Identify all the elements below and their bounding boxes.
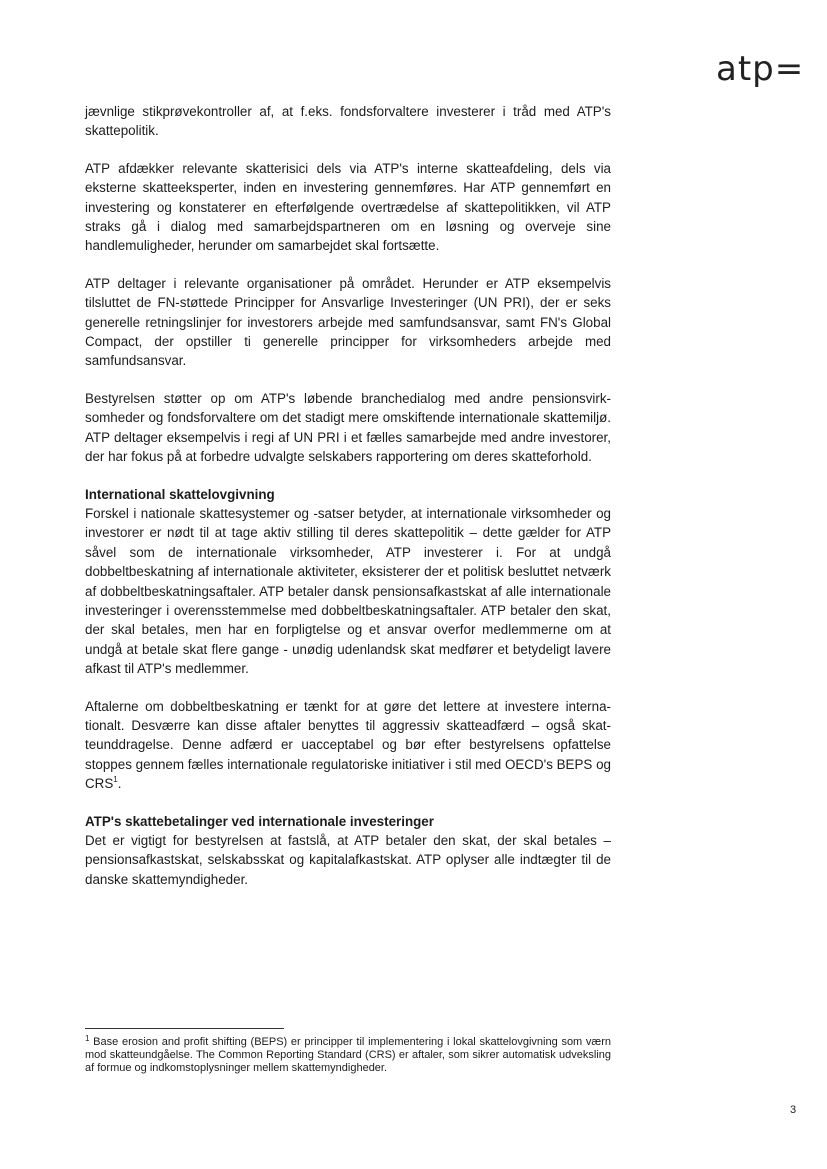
page-number: 3	[790, 1104, 797, 1116]
paragraph-3: ATP deltager i relevante organisationer på området. Herunder er ATP eksempelvis tilsluttet de FN-støttede Principper for Ansvarlige Investeringer (UN PRI), der er seks generelle retningslinjer for investorers arbejde med samfundsansvar, samt FN's Global Compact, der opstiller ti generelle principper for virksomheders arbejde med samfundsansvar.	[85, 275, 611, 369]
paragraph-6-text: Aftalerne om dobbeltbeskatning er tænkt for at gøre det lettere at investere internationalt. Desværre kan disse aftaler benyttes til aggressiv skatteadfærd – også skatteunddragelse. Denne adfærd er uacceptabel og bør efter bestyrelsens opfattelse stoppes gennem fælles internationale regulatoriske initiativer i stil med OECD's BEPS og CRS	[85, 698, 611, 792]
paragraph-6-end: .	[117, 776, 122, 792]
paragraph-2: ATP afdækker relevante skatterisici dels via ATP's interne skatteafdeling, dels via eksterne skatteeksperter, inden en investering gennemføres. Har ATP gennemført en investering og konstaterer en efterfølgende overtrædelse af skattepolitikken, vil ATP straks gå i dialog med samarbejdspartneren om en løsning og overveje sine handlemuligheder, herunder om samarbejdet skal fortsætte.	[85, 160, 611, 254]
paragraph-6	[85, 697, 611, 794]
footnote-divider	[85, 1028, 284, 1029]
section-heading-international-tax: International skattelovgivning	[85, 486, 275, 502]
paragraph-5: Forskel i nationale skattesystemer og -satser betyder, at internationale virksomheder og investorer er nødt til at tage aktiv stilling til deres skattepolitik – dette gælder for ATP såvel som de internationale virksomheder, ATP investerer i. For at undgå dobbeltbeskatning af internationale aktiviteter, eksisterer der et politisk besluttet netværk af dobbeltbeskatningsaftaler. ATP betaler dansk pensionsafkastskat af alle internationale investeringer i overensstemmelse med dobbeltbeskatningsaftaler. ATP betaler den skat, der skal betales, men har en forpligtelse og et ansvar overfor medlemmerne om at undgå at betale skat flere gange - unødig udenlandsk skat medfører et betydeligt lavere afkast til ATP's medlemmer.	[85, 505, 611, 677]
document-body	[85, 102, 611, 907]
atp-logo: atp=	[716, 49, 805, 89]
paragraph-1: jævnlige stikprøvekontroller af, at f.eks. fondsforvaltere investerer i tråd med ATP's skattepolitik.	[85, 104, 611, 139]
footnote-reference: 1	[113, 775, 118, 785]
footnote-text: Base erosion and profit shifting (BEPS) er principper til implementering i lokal skattelovgivning som værn mod skatteundgåelse. The Common Reporting Standard (CRS) er aftaler, som sikrer automatisk udveksling af formue og indkomstoplysninger mellem skattemyndigheder.	[85, 1036, 611, 1075]
paragraph-4: Bestyrelsen støtter op om ATP's løbende branchedialog med andre pensionsvirksomheder og fondsforvaltere om det stadigt mere omskiftende internationale skattemiljø. ATP deltager eksempelvis i regi af UN PRI i et fælles samarbejde med andre investorer, der har fokus på at forbedre udvalgte selskabers rapportering om deres skatteforhold.	[85, 390, 611, 465]
section-heading-tax-payments: ATP's skattebetalinger ved internationale investeringer	[85, 813, 434, 829]
footnote	[85, 1036, 611, 1076]
paragraph-7: Det er vigtigt for bestyrelsen at fastslå, at ATP betaler den skat, der skal betales – pensionsafkastskat, selskabsskat og kapitalafkastskat. ATP oplyser alle indtægter til de danske skattemyndigheder.	[85, 833, 611, 887]
footnote-number: 1	[85, 1034, 90, 1043]
